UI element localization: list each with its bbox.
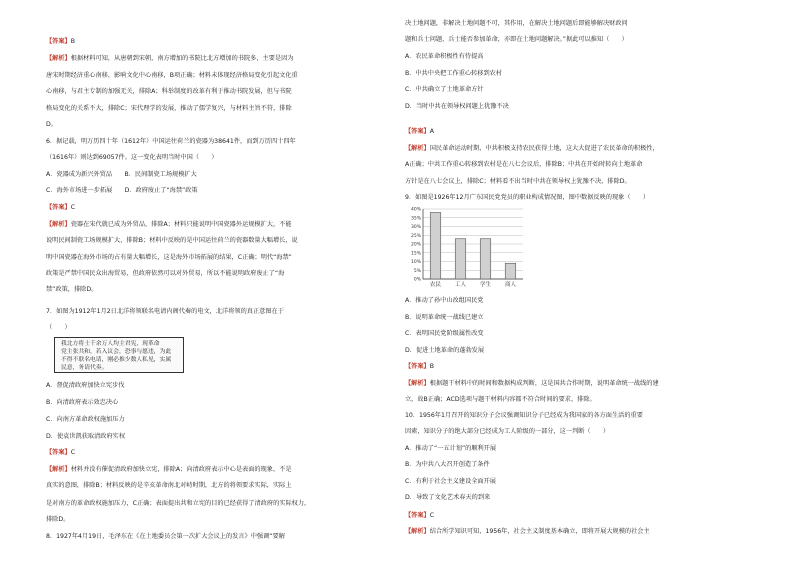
line-text: 决土地问题，非解决土地问题不可，其作用，在解决土地问题后即能够解决财政问 — [405, 20, 628, 27]
text-line — [405, 53, 483, 61]
text-line — [405, 36, 628, 44]
text-line — [405, 478, 496, 486]
line-text: A正确；中共工作重心转移到农村是在八七会议后，排除B；中共在开始时转向土地革命 — [405, 161, 643, 168]
y-tick-label: 35% — [410, 216, 421, 222]
answer-label-line — [46, 449, 75, 457]
text-line — [405, 396, 596, 404]
line-text: （ ） — [46, 324, 71, 331]
line-text: C — [70, 204, 76, 211]
line-text: B．中共中央把工作重心转移到农村 — [405, 70, 503, 77]
text-line — [405, 314, 484, 322]
text-line — [405, 178, 631, 186]
line-text: 题和兵士问题，兵士能否参加革命，亦即在土地问题解决。”据此可以推知（ ） — [405, 36, 628, 43]
text-line — [46, 88, 292, 96]
line-text: A．农民革命积极性有待提高 — [405, 53, 484, 60]
line-text: A．瓷器成为新兴外贸品 B．民间制瓷工场规模扩大 — [46, 171, 197, 178]
line-text: A．推动了“一五计划”的顺利开展 — [405, 445, 497, 452]
line-text: C．表明国民党阶级属性改变 — [405, 330, 484, 337]
section-tag: 【答案】 — [405, 128, 430, 135]
text-line — [46, 72, 298, 80]
line-text: 真实的意图，排除B；材料反映的是辛亥革命南北对峙时期，北方的将领要求实际，实际上 — [46, 482, 292, 489]
line-text: 国民革命运动时期，中共积极支持农民获得土地，这大大促进了农民革命的积极性， — [429, 145, 659, 152]
y-tick-label: 25% — [410, 233, 421, 239]
line-text: 瓷器在宋代就已成为外贸品，排除A；材料只能说明中国瓷器外运规模扩大，不能 — [70, 221, 292, 228]
line-text: 说明民间制瓷工场规模扩大，排除B；材料中反映的是中国运往荷兰的瓷器数量大幅增长，说 — [46, 237, 298, 244]
telegram-text-line: 不得不联名电请，刚必推少数人私见，实属 — [61, 357, 172, 363]
line-text: 立，故B正确；ACD选项与题干材料内容都不符合时间的要求，排除。 — [405, 396, 596, 403]
section-tag: 【解析】 — [46, 55, 71, 62]
text-line — [405, 70, 502, 78]
line-text: D。 — [46, 121, 57, 128]
line-text: 根据题干材料中的时间和数据构成判断，这是国共合作时期，说明革命统一战线的建 — [429, 380, 659, 387]
y-tick-label: 10% — [410, 260, 421, 266]
line-text: 因素，知识分子的绝大部分已经成为工人阶级的一部分，这一判断（ ） — [405, 428, 610, 435]
line-text: 心南移，与君主专制的加强无关，排除A；科举制度的改革有利于推动书院发展，但与书院 — [46, 88, 292, 95]
section-tag: 【答案】 — [46, 449, 71, 456]
text-line — [46, 399, 118, 407]
line-text: 方针是在八七会议上，排除C；材料看不出当时中共在领导权上犹豫不决，排除D。 — [405, 178, 631, 185]
answer-label-line — [46, 55, 294, 63]
section-tag: 【解析】 — [405, 145, 430, 152]
telegram-image — [54, 337, 184, 373]
section-tag: 【解析】 — [405, 528, 430, 535]
line-text: D．导致了文化艺术春天的到来 — [405, 494, 491, 501]
answer-label-line — [405, 145, 659, 153]
line-text: C．有利于社会主义建设全面开展 — [405, 478, 496, 485]
text-line — [405, 461, 490, 469]
y-tick-label: 0% — [413, 277, 421, 283]
x-category-label: 学生 — [479, 282, 492, 288]
answer-label-line — [46, 38, 75, 46]
line-text: A — [429, 128, 434, 135]
line-text: 结合所学知识可知，1956年，社会主义制度基本确立，即将开展大规模的社会主 — [429, 528, 650, 535]
text-line — [46, 308, 284, 316]
text-line — [46, 382, 124, 390]
line-text: C — [429, 512, 435, 519]
line-text: D．使袁世凯获取清政府实权 — [46, 433, 126, 440]
text-line — [46, 270, 284, 278]
line-text: 材料并没有催促清政府加快立宪，排除A；向清政府表示中心是表面的现象，不是 — [70, 466, 292, 473]
telegram-text-line: 党主张共和，若入议会，恐事与愿违，为此 — [61, 349, 172, 355]
text-line — [405, 103, 509, 111]
answer-label-line — [46, 466, 292, 474]
line-text: 政策是严禁中国民众出海贸易，但政府依然可以对外贸易，所以不能说明政府废止了“海 — [46, 270, 285, 277]
line-text: 7．如图为1912年1月2日北洋将领联名电请内阁代奏的电文，北洋将领的真正意图在于 — [46, 308, 284, 315]
text-line — [46, 138, 296, 146]
text-line — [46, 105, 292, 113]
text-line — [405, 20, 628, 28]
line-text: 6．据记载，明万历四十年（1612年）中国运往荷兰的瓷器为38641件，而到万历四十四年 — [46, 138, 296, 145]
section-tag: 【答案】 — [405, 512, 430, 519]
section-tag: 【答案】 — [405, 363, 430, 370]
bar-1 — [455, 239, 466, 279]
y-tick-label: 20% — [410, 242, 421, 248]
text-line — [46, 433, 125, 441]
line-text: 格局变化的关系不大，排除C；宋代理学的发展，推动了儒学复兴，与材料主旨不符，排除 — [46, 105, 292, 112]
line-text: B．为中共八大召开创造了条件 — [405, 461, 490, 468]
line-text: B — [429, 363, 434, 370]
text-line — [405, 194, 649, 202]
line-text: C．海外市场进一步拓展 D．政府废止了“海禁”政策 — [46, 187, 198, 194]
answer-label-line — [46, 204, 75, 212]
x-category-label: 农民 — [429, 282, 442, 288]
line-text: 唐宋时期经济重心南移，影响文化中心南移，B项正确；材料未体现经济格局变化引起文化重 — [46, 72, 298, 79]
line-text: A．推动了孙中山改组国民党 — [405, 297, 484, 304]
line-text: D．促进土地革命的蓬勃发展 — [405, 347, 485, 354]
text-line — [46, 254, 292, 262]
line-text: D．当时中共在领导权问题上犹豫不决 — [405, 103, 509, 110]
line-text: B．说明革命统一战线已建立 — [405, 314, 484, 321]
line-text: A．督促清政府加快立宪步伐 — [46, 382, 125, 389]
answer-label-line — [405, 528, 650, 536]
x-category-label: 工人 — [454, 282, 467, 288]
bar-3 — [505, 263, 516, 279]
bar-2 — [480, 239, 491, 279]
bar-0 — [430, 213, 441, 280]
occupation-bar-chart — [405, 205, 525, 293]
section-tag: 【解析】 — [46, 221, 71, 228]
text-line — [405, 347, 484, 355]
line-text: 10．1956年1月召开的知识分子会议强调知识分子已经成为我国家的各方面生活的重要 — [405, 412, 643, 419]
section-tag: 【答案】 — [46, 204, 71, 211]
text-line — [46, 154, 218, 162]
line-text: C — [70, 449, 76, 456]
text-line — [405, 494, 490, 502]
text-line — [46, 500, 310, 508]
text-line — [405, 412, 643, 420]
text-line — [46, 516, 69, 524]
telegram-text-line: 我北方将士千余万人均主君宪，现革命 — [61, 341, 160, 347]
text-line — [405, 428, 609, 436]
line-text: 8．1927年4月19日，毛泽东在《在土地委员会第一次扩大会议上的发言》中强调“要解 — [46, 533, 285, 540]
text-line — [405, 161, 642, 169]
telegram-text-line: 民意，务请代奏。 — [61, 365, 108, 371]
y-tick-label: 30% — [410, 225, 421, 231]
x-category-label: 商人 — [504, 282, 517, 288]
answer-label-line — [405, 128, 434, 136]
text-line — [46, 533, 285, 541]
text-line — [405, 330, 484, 338]
text-line — [405, 445, 496, 453]
section-tag: 【解析】 — [405, 380, 430, 387]
line-text: 明中国瓷器在海外市场的占有量大幅增长，这是海外市场拓展的结果，C正确；明代“海禁” — [46, 254, 292, 261]
text-line — [405, 297, 483, 305]
answer-label-line — [405, 363, 434, 371]
line-text: B — [70, 38, 75, 45]
line-text: 9．如图是1926年12月广东国民党党员的职业构成情况图，图中数据反映的现象（ ） — [405, 194, 650, 201]
y-tick-label: 40% — [410, 207, 421, 213]
line-text: 排除D。 — [46, 516, 70, 523]
line-text: C．向南方革命政权施加压力 — [46, 416, 125, 423]
text-line — [46, 286, 97, 294]
section-tag: 【解析】 — [46, 466, 71, 473]
line-text: （1616年）则达到69057件。这一变化表明当时中国（ ） — [46, 154, 218, 161]
text-line — [405, 86, 484, 94]
line-text: 是对南方的革命政权施加压力，C正确；表面提出共和立宪的目的已经获得了清政府的实际权力， — [46, 500, 311, 507]
text-line — [46, 482, 292, 490]
y-tick-label: 5% — [413, 268, 421, 274]
line-text: C．中共确立了土地革命方针 — [405, 86, 484, 93]
text-line — [46, 121, 57, 129]
text-line — [46, 416, 125, 424]
line-text: 禁”政策，排除D。 — [46, 286, 98, 293]
text-line — [46, 324, 71, 332]
text-line — [46, 187, 198, 195]
answer-label-line — [405, 512, 434, 520]
answer-label-line — [46, 221, 292, 229]
line-text: 根据材料可知，从唐朝到宋朝，南方增加的书院比北方增加的书院多，主要是因为 — [70, 55, 294, 62]
section-tag: 【答案】 — [46, 38, 71, 45]
text-line — [46, 171, 197, 179]
text-line — [46, 237, 298, 245]
line-text: B．向清政府表示效忠决心 — [46, 399, 119, 406]
answer-label-line — [405, 380, 659, 388]
y-tick-label: 15% — [410, 251, 421, 257]
